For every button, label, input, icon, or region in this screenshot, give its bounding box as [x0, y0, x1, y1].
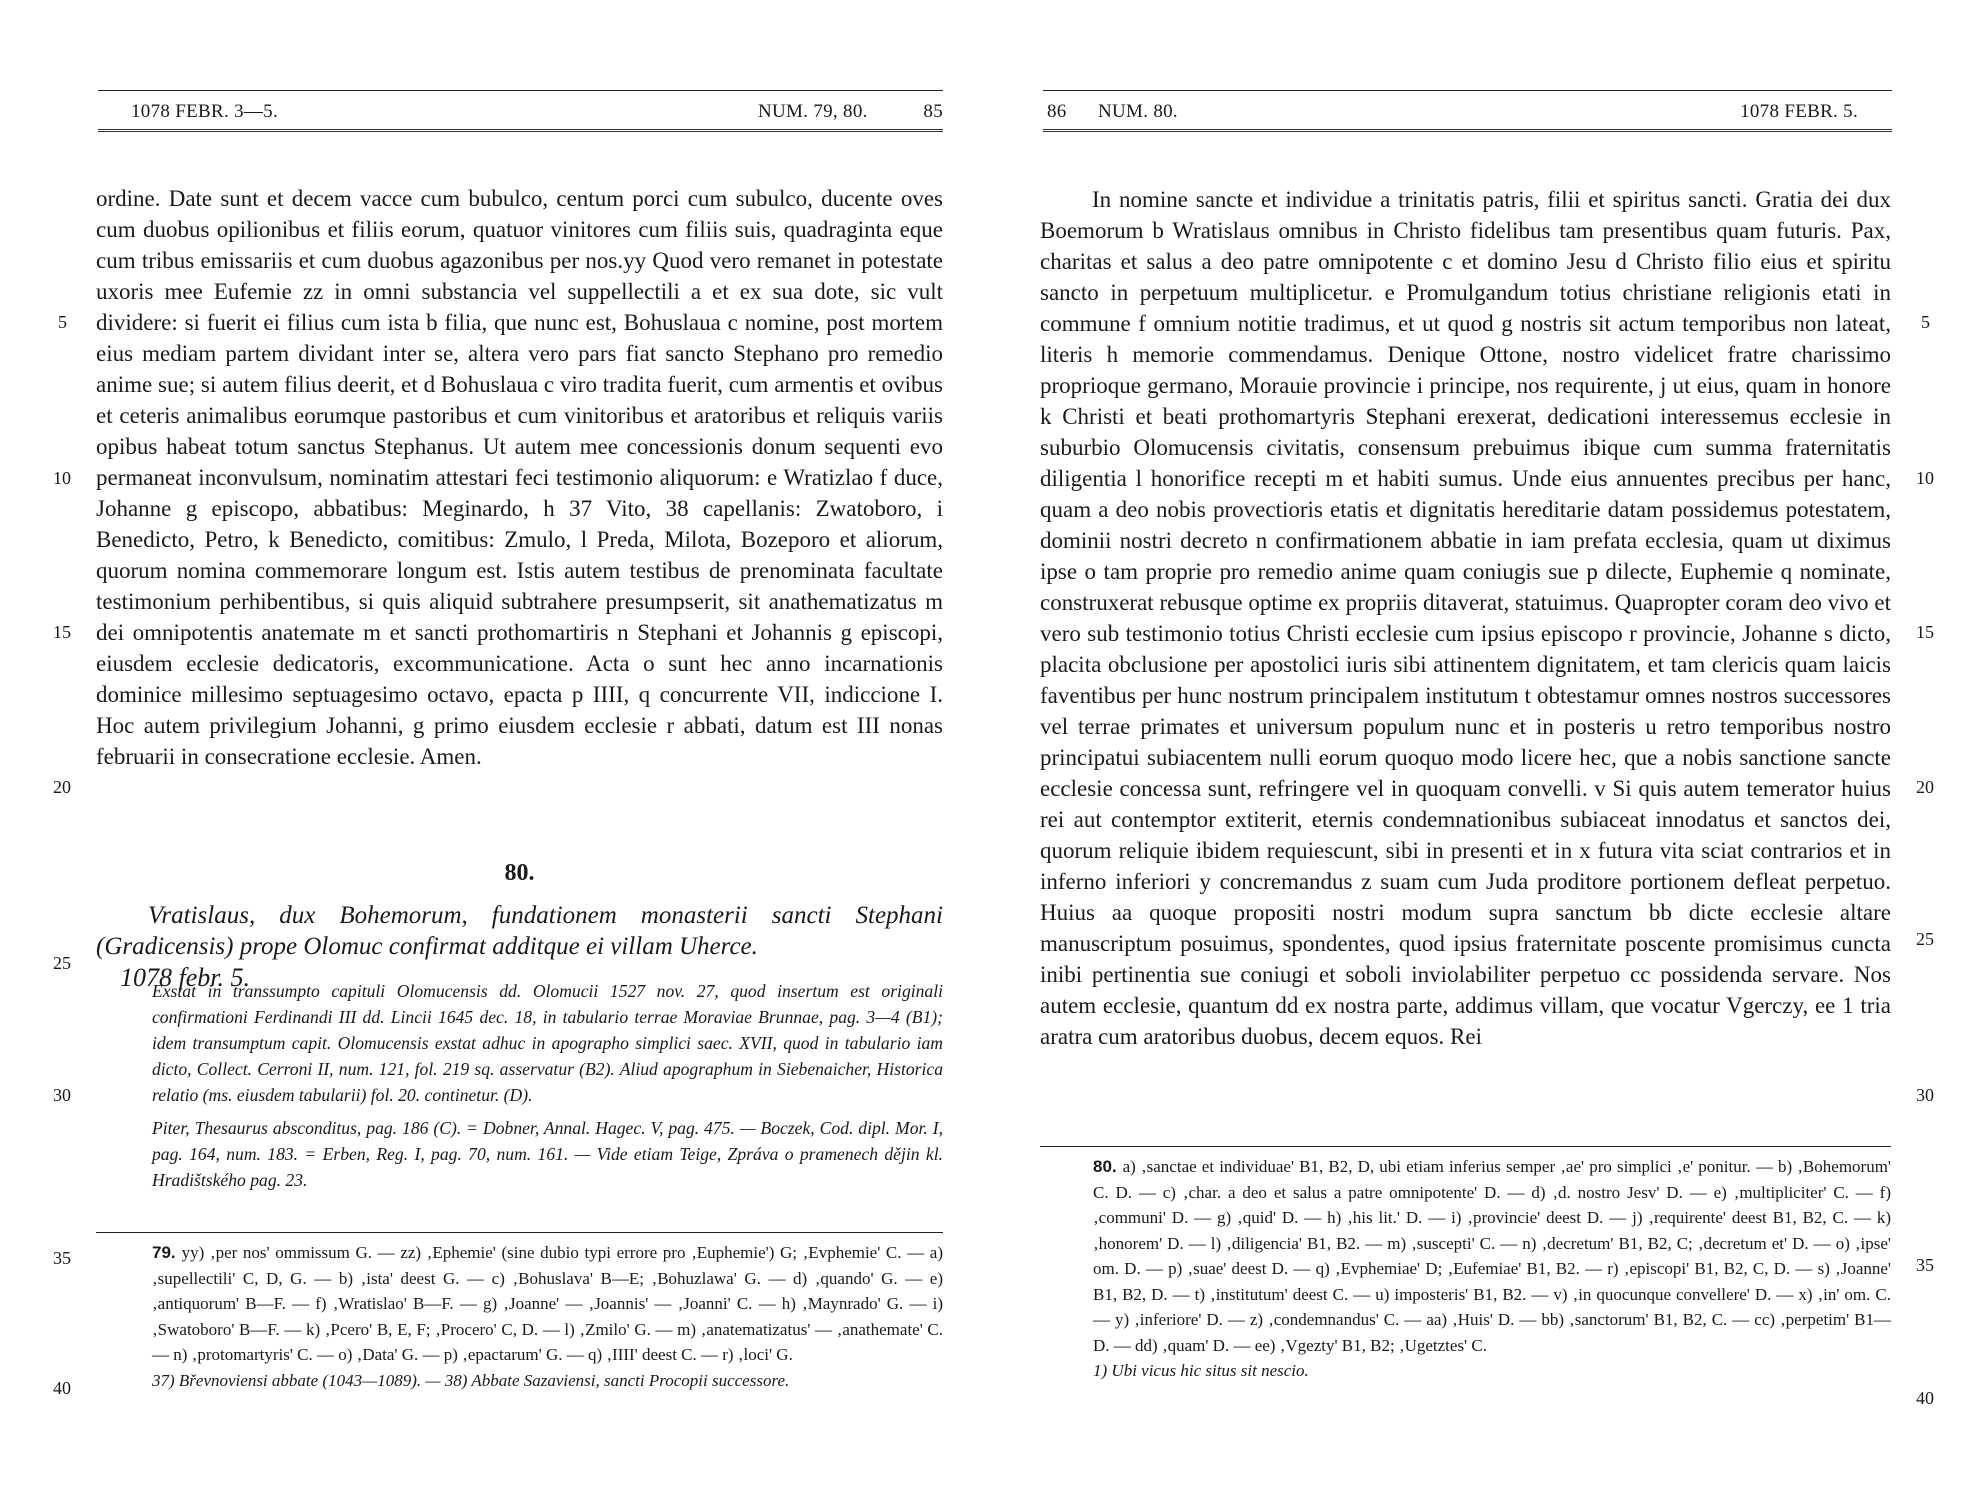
line-number: 35	[53, 1248, 71, 1268]
line-number: 35	[1916, 1255, 1934, 1275]
source-note-manuscripts: Exstat in transsumpto capituli Olomucensis dd. Olomucii 1527 nov. 27, quod insertum est originali confirmationi Ferdinandi III dd. Lincii 1645 dec. 18, in tabulario terrae Moraviae Brunnae, pag. 3—4 (B1); idem transumptum capit. Olomucensis exstat adhuc in apographo simplici saec. XVII, quod in tabulario iam dicto, Collect. Cerroni II, num. 121, fol. 219 sq. asservatur (B2). Aliud apographum in Siebenaicher, Historica relatio (ms. eiusdem tabularii) fol. 20. continetur. (D).	[152, 981, 943, 1105]
running-head	[1043, 90, 1892, 131]
line-number: 20	[53, 777, 71, 797]
footnote-number: 80.	[1093, 1157, 1117, 1176]
page-number: 86	[1047, 101, 1067, 122]
line-number: 30	[53, 1085, 71, 1105]
source-note-editions: Piter, Thesaurus absconditus, pag. 186 (C). = Dobner, Annal. Hagec. V, pag. 475. — Boczek, Cod. dipl. Mor. I, pag. 164, num. 183. = Erben, Reg. I, pag. 70, num. 161. — Vide etiam Teige, Zpráva o pramenech dějin kl. Hradištského pag. 23.	[152, 1118, 943, 1190]
charter-number: 80.	[504, 860, 535, 886]
running-head-number: NUM. 79, 80.	[758, 101, 868, 122]
line-number: 25	[53, 953, 71, 973]
footnote-apparatus: yy) ‚per nos' ommissum G. — zz) ‚Ephemie' (sine dubio typi errore pro ‚Euphemie') G; ‚Evphemie' C. — a) ‚supellectili' C, D, G. — b) ‚ista' deest G. — c) ‚Bohuslava' B—E; ‚Bohuzlawa' G. — d) ‚quando' G. — e) ‚antiquorum' B—F. — f) ‚Wratislao' B—F. — g) ‚Joanne' — ‚Joannis' — ‚Joanni' C. — h) ‚Maynrado' G. — i) ‚Swatoboro' B—F. — k) ‚Pcero' B, E, F; ‚Procero' C, D. — l) ‚Zmilo' G. — m) ‚anatematizatus' — ‚anathemate' C. — n) ‚protomartyris' C. — o) ‚Data' G. — p) ‚epactarum' G. — q) ‚IIII' deest C. — r) ‚loci' G.	[152, 1243, 943, 1364]
charter-79-text	[96, 183, 943, 843]
footnotes-79	[152, 1240, 943, 1393]
regest-text: Vratislaus, dux Bohemorum, fundationem monasterii sancti Stephani (Gradicensis) prope Olomuc confirmat additque ei villam Uherce.	[96, 902, 943, 960]
footnotes-80	[1093, 1154, 1891, 1384]
page-number: 85	[923, 101, 943, 122]
footnote-rule	[1040, 1146, 1891, 1147]
footnote-rule	[96, 1232, 943, 1233]
line-number: 10	[53, 468, 71, 488]
running-head-date: 1078 FEBR. 3—5.	[131, 101, 279, 122]
line-number: 20	[1916, 777, 1934, 797]
line-number: 5	[58, 312, 67, 332]
line-number: 10	[1916, 468, 1934, 488]
running-head-number: NUM. 80.	[1098, 101, 1178, 122]
body-text: ordine. Date sunt et decem vacce cum bubulco, centum porci cum subulco, ducente oves cum duobus opilionibus et filiis eorum, quatuor vinitores cum filiis suis, quadraginta eque cum tribus emissariis et cum duobus agazonibus per nos.yy Quod vero remanet in potestate uxoris mee Eufemie zz in omni substancia vel suppellectili a et ex sua dote, sic vult dividere: si fuerit ei filius cum ista b filia, que nunc est, Bohuslaua c nomine, post mortem eius mediam partem dividant inter se, altera vero pars fiat sancto Stephano pro remedio anime sue; si autem filius deerit, et d Bohuslaua c viro tradita fuerit, cum armentis et ovibus et ceteris animalibus eorumque pastoribus et cum vinitoribus et aratoribus et reliquis variis opibus habeat totum sanctus Stephanus. Ut autem mee concessionis donum sequenti evo permaneat inconvulsum, nominatim attestari feci testimonio aliquorum: e Wratizlao f duce, Johanne g episcopo, abbatibus: Meginardo, h 37 Vito, 38 capellanis: Zwatoboro, i Benedicto, Petro, k Benedicto, comitibus: Zmulo, l Preda, Milota, Bozeporo et aliorum, quorum nomina commemorare longum est. Istis autem testibus de prenominata facultate testimonium perhibentibus, si quis aliquid subtrahere presumpserit, sit anathematizatus m dei omnipotentis anatemate m et sancti prothomartiris n Stephani et Johannis g episcopi, eiusdem ecclesie dedicatoris, excommunicatione. Acta o sunt hec anno incarnationis dominice millesimo septuagesimo octavo, epacta p IIII, q concurrente VII, indiccione I. Hoc autem privilegium Johanni, g primo eiusdem ecclesie r abbati, datum est III nonas februarii in consecratione ecclesie. Amen.	[96, 186, 943, 769]
footnote-historical: 1) Ubi vicus hic situs sit nescio.	[1093, 1361, 1309, 1380]
running-head-date: 1078 FEBR. 5.	[1740, 101, 1858, 122]
line-number: 15	[53, 622, 71, 642]
regest-date: 1078 febr. 5.	[120, 963, 250, 992]
running-head	[98, 90, 943, 131]
footnote-number: 79.	[152, 1243, 176, 1262]
line-number: 15	[1916, 622, 1934, 642]
body-text: In nomine sancte et individue a trinitatis patris, filii et spiritus sancti. Gratia dei dux Boemorum b Wratislaus omnibus in Christo fidelibus tam presentibus quam futuris. Pax, charitas et salus a deo patre omnipotente c et domino Jesu d Christo filio eius et spiritu sancto in perpetuum multiplicetur. e Promulgandum totius christiane religionis etati in commune f omnium notitie tradimus, et ut quod g nostris sit actum temporibus non lateat, literis h memorie commendamus. Denique Ottone, nostro videlicet fratre charissimo proprioque germano, Morauie provincie i principe, nos requirente, j ut eius, quam in honore k Christi et beati prothomartyris Stephani erexerat, dedicationi interessemus ecclesie in suburbio Olomucensis civitatis, consensum prebuimus ibique cum summa fraternitatis diligentia l honorifice recepti m et habiti sumus. Unde eius annuentes precibus per hanc, quam a deo nobis provectioris etatis et dignitatis hereditarie datam possidemus potestatem, dominii nostri decreto n confirmationem abbatie in iam prefata ecclesia, quam ut diximus ipse o tam proprie pro remedio anime quam coniugis sue p dilecte, Euphemie q nominate, construxerat rebusque optime ex propriis ditaverat, statuimus. Quapropter coram deo vivo et vero sub testimonio totius Christi ecclesie cum ipsius episcopo r provincie, Johanne s dicto, placita obclusione per apostolici iuris sibi attinentem dignitatem, et tam clericis quam laicis faventibus per hunc nostrum principalem institutum t obtestamur omnes nostros successores vel terrae primates et universum populum nunc et in posteris u retro temporibus nostro principatui subiacentem nulli eorum quoquo modo licere hec, que a nobis sanctione sancte ecclesie concessa sunt, refringere vel in quoquam convelli. v Si quis autem temerator huius rei aut contemptor extiterit, eternis condemnationibus subiaceat innodatus et sanctos dei, quorum reliquie ibidem requiescunt, sibi in presenti et in x futura vita sciat contrarios et in inferno inferiori y concremandus z suam cum Juda proditore portionem defleat perpetuo. Huius aa quoque propositi nostri modum supra sanctum bb dicte ecclesie altare manuscriptum posuimus, spondentes, quod ipsius fraternitate poscente promisimus cuncta inibi pertinentia sue coniugi et soboli inviolabiliter perpetuo cc possidenda servare. Nos autem ecclesie, quantum dd ex nostra parte, addimus villam, que vocatur Vgerczy, ee 1 tria aratra cum aratoribus duobus, decem equos. Rei	[1040, 187, 1891, 1049]
line-number: 40	[1916, 1388, 1934, 1408]
right-page	[989, 0, 1978, 1500]
source-notes	[152, 978, 943, 1200]
line-number: 25	[1916, 929, 1934, 949]
footnote-historical: 37) Břevnoviensi abbate (1043—1089). — 38) Abbate Sazaviensi, sancti Procopii successore.	[152, 1370, 790, 1390]
line-number: 30	[1916, 1085, 1934, 1105]
line-number: 40	[53, 1378, 71, 1398]
line-number: 5	[1921, 312, 1930, 332]
footnote-apparatus: a) ‚sanctae et individuae' B1, B2, D, ubi etiam inferius semper ‚ae' pro simplici ‚e' ponitur. — b) ‚Bohemorum' C. D. — c) ‚char. a deo et salus a patre omnipotente' D. — d) ‚d. nostro Jesv' D. — e) ‚multipliciter' C. — f) ‚communi' D. — g) ‚quid' D. — h) ‚his lit.' D. — i) ‚provincie' deest D. — j) ‚requirente' deest B1, B2, C. — k) ‚honorem' D. — l) ‚diligencia' B1, B2. — m) ‚suscepti' C. — n) ‚decretum' B1, B2, C; ‚decretum et' D. — o) ‚ipse' om. D. — p) ‚suae' deest D. — q) ‚Evphemiae' D; ‚Eufemiae' B1, B2. — r) ‚episcopi' B1, B2, C, D. — s) ‚Joanne' B1, B2, D. — t) ‚institutum' deest C. — u) imposteris' B1, B2. — v) ‚in quocunque convellere' D. — x) ‚in' om. C. — y) ‚inferiore' D. — z) ‚condemnandus' C. — aa) ‚Huis' D. — bb) ‚sanctorum' B1, B2, C. — cc) ‚perpetim' B1—D. — dd) ‚quam' D. — ee) ‚Vgezty' B1, B2; ‚Ugetztes' C.	[1093, 1157, 1891, 1355]
charter-80-text	[1040, 184, 1891, 1144]
